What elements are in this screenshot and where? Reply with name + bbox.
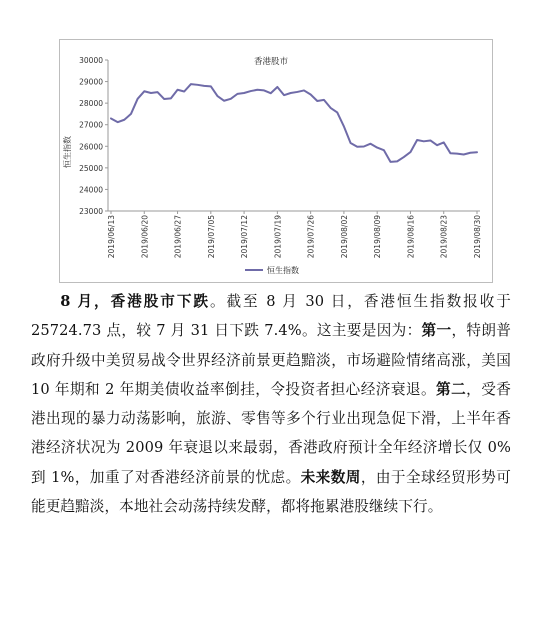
x-tick-label: 2019/06/27 [173, 215, 183, 259]
x-tick-label: 2019/08/16 [406, 215, 416, 259]
y-tick-label: 26000 [79, 142, 103, 152]
y-axis-label: 恒生指数 [63, 136, 72, 168]
text-segment: ，受香港出现的暴力动荡影响，旅游、零售等多个行业出现急促下滑，上半年香港经济状况为 2009 年衰退以来最弱，香港政府预计全年经济增长仅 0%到 1%，加重了对香港经济前景的忧虑。 [31, 380, 511, 486]
chart-title: 香港股市 [253, 57, 289, 67]
x-tick-label: 2019/07/12 [240, 215, 250, 259]
series-line [111, 84, 477, 162]
point-first: 第一 [421, 322, 452, 340]
chart-plot-area [111, 84, 477, 162]
y-tick-label: 30000 [79, 56, 103, 65]
point-outlook: 未来数周 [300, 468, 361, 486]
chart-axes [79, 56, 482, 258]
y-tick-label: 29000 [79, 77, 103, 87]
article-body [31, 287, 511, 521]
y-tick-label: 25000 [79, 163, 103, 173]
y-tick-label: 27000 [79, 120, 103, 130]
chart-legend [245, 265, 299, 275]
x-tick-label: 2019/08/09 [373, 215, 383, 259]
chart-frame [59, 39, 493, 283]
x-tick-label: 2019/07/26 [306, 214, 316, 259]
text-segment: ，特朗普政府升级中美贸易战令世界经济前景更趋黯淡，市场避险情绪高涨，美国 10 年期和 2 年期美债收益率倒挂，令投资者担心经济衰退。 [31, 322, 511, 398]
x-tick-label: 2019/06/13 [107, 215, 116, 259]
point-second: 第二 [436, 380, 467, 398]
x-tick-label: 2019/06/20 [140, 215, 150, 259]
legend-label: 恒生指数 [267, 266, 299, 275]
article-paragraph [31, 287, 511, 521]
y-tick-label: 28000 [79, 99, 103, 109]
lead-heading: 8 月，香港股市下跌 [60, 293, 210, 310]
x-tick-label: 2019/07/05 [206, 215, 216, 259]
x-tick-label: 2019/07/19 [273, 215, 283, 259]
hang-seng-line-chart [60, 40, 494, 284]
x-tick-label: 2019/08/02 [339, 215, 349, 259]
y-tick-label: 24000 [79, 185, 103, 195]
x-tick-label: 2019/08/23 [439, 215, 449, 259]
text-segment: ，由于全球经贸形势可能更趋黯淡，本地社会动荡持续发酵，都将拖累港股继续下行。 [31, 468, 511, 516]
y-tick-label: 23000 [79, 207, 103, 216]
x-tick-label: 2019/08/30 [473, 215, 482, 259]
text-segment: 。截至 8 月 30 日，香港恒生指数报收于 25724.73 点，较 7 月 31 日下跌 7.4%。这主要是因为： [31, 293, 511, 340]
